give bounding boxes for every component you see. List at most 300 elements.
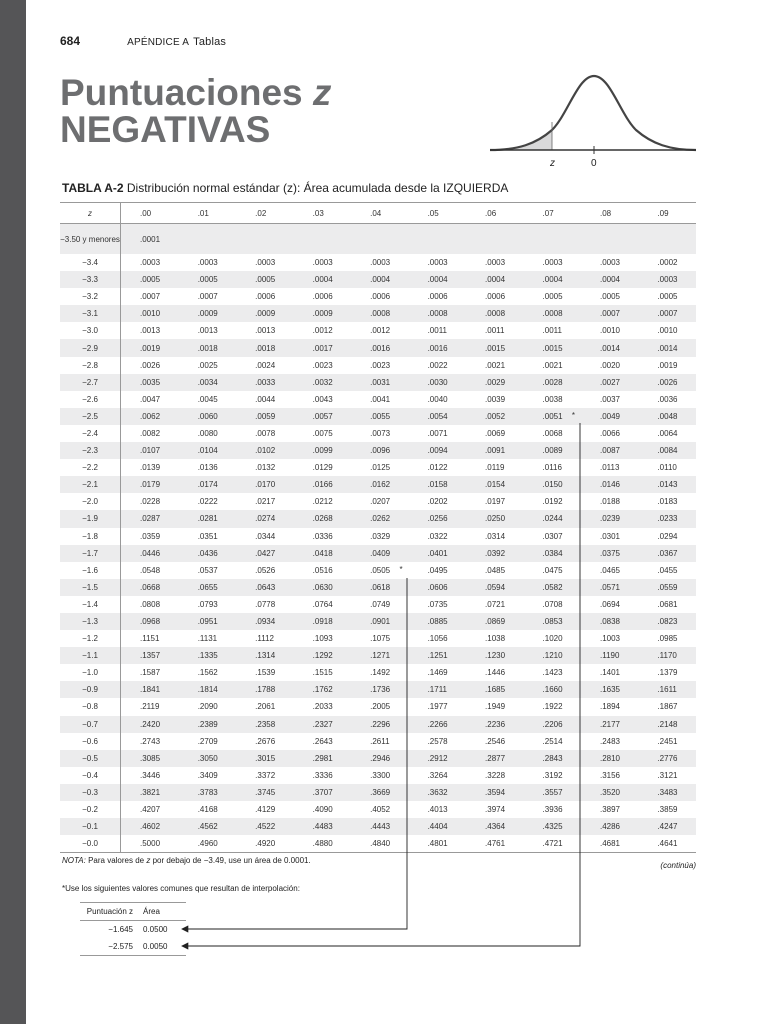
value-text: .0009: [197, 309, 218, 319]
value-cell: [294, 613, 351, 630]
value-cell: [524, 562, 581, 579]
table-row: [60, 442, 696, 459]
value-text: .0089: [542, 446, 563, 456]
value-cell: [179, 254, 236, 271]
value-text: .0778: [255, 599, 276, 609]
page-title: [60, 74, 331, 148]
value-text: .0287: [140, 514, 161, 524]
z-cell: −2.1: [60, 476, 121, 493]
value-text: .0047: [140, 394, 161, 404]
value-cell: [121, 528, 179, 545]
value-cell: [294, 545, 351, 562]
value-cell: [581, 801, 638, 818]
value-cell: [581, 562, 638, 579]
value-cell: [581, 374, 638, 391]
value-cell: [351, 374, 408, 391]
value-cell: [294, 767, 351, 784]
value-text: .0606: [427, 582, 448, 592]
value-text: .0129: [312, 463, 333, 473]
value-cell: [466, 767, 523, 784]
value-cell: [638, 288, 696, 305]
value-cell: [236, 630, 293, 647]
value-cell: [638, 716, 696, 733]
value-cell: [638, 339, 696, 356]
value-text: .0007: [599, 309, 621, 319]
value-text: .0009: [312, 309, 333, 319]
value-cell: [524, 750, 581, 767]
column-header: .06: [466, 203, 523, 224]
table-row: [60, 254, 696, 271]
value-text: .1379: [657, 668, 678, 678]
value-text: .0281: [197, 514, 218, 524]
value-text: .0104: [197, 446, 218, 456]
value-cell: [581, 339, 638, 356]
value-cell: [524, 664, 581, 681]
value-text: .0007: [197, 292, 218, 302]
value-cell: [409, 305, 466, 322]
value-text: .0066: [599, 428, 621, 438]
table-row: [60, 476, 696, 493]
value-cell: [638, 459, 696, 476]
value-text: .0005: [255, 275, 276, 285]
z-cell: −1.2: [60, 630, 121, 647]
value-text: .4522: [255, 822, 276, 832]
value-text: .1736: [370, 685, 391, 695]
value-text: .2611: [370, 736, 390, 746]
value-text: .0009: [255, 309, 276, 319]
value-cell: [121, 801, 179, 818]
value-text: .3594: [485, 787, 506, 797]
value-cell: [638, 562, 696, 579]
book-spine-edge: [0, 0, 26, 1024]
value-cell: [121, 305, 179, 322]
value-text: .0094: [427, 446, 448, 456]
z-cell: −1.5: [60, 579, 121, 596]
value-cell: [294, 579, 351, 596]
value-cell: [351, 784, 408, 801]
value-text: .0336: [312, 531, 333, 541]
value-text: .1056: [427, 634, 448, 644]
value-cell: [179, 698, 236, 715]
value-text: .0901: [370, 617, 391, 627]
value-text: .0003: [485, 258, 506, 268]
value-text: .4801: [427, 839, 448, 849]
value-cell: [581, 716, 638, 733]
value-cell: [179, 305, 236, 322]
value-cell: [409, 391, 466, 408]
value-text: .4840: [370, 839, 391, 849]
table-row: [60, 357, 696, 374]
value-text: .3974: [485, 805, 506, 815]
value-text: .0526: [255, 565, 276, 575]
value-text: .2296: [370, 719, 391, 729]
value-cell: [638, 493, 696, 510]
normal-curve-figure: [488, 64, 698, 174]
table-row: [60, 374, 696, 391]
value-cell: [409, 288, 466, 305]
value-text: .3520: [599, 787, 621, 797]
value-text: .0011: [542, 326, 562, 336]
value-cell: [236, 271, 293, 288]
value-text: .0045: [197, 394, 218, 404]
value-cell: [638, 510, 696, 527]
value-text: .0043: [312, 394, 333, 404]
value-text: .3372: [255, 770, 276, 780]
value-text: .0008: [542, 309, 563, 319]
value-cell: [179, 801, 236, 818]
value-cell: [466, 442, 523, 459]
value-cell: [638, 528, 696, 545]
value-cell: [294, 322, 351, 339]
value-text: .0011: [427, 326, 448, 336]
value-text: .0465: [599, 565, 621, 575]
title-line-1: [60, 74, 331, 111]
value-text: .0021: [485, 360, 506, 370]
value-text: .0307: [542, 531, 563, 541]
value-text: .0256: [427, 514, 448, 524]
table-row: [60, 510, 696, 527]
value-cell: [236, 664, 293, 681]
interpolation-table: [80, 902, 186, 956]
value-text: .0179: [140, 480, 161, 490]
value-text: .4207: [140, 805, 161, 815]
note-label: NOTA:: [62, 856, 86, 865]
value-cell: [524, 716, 581, 733]
value-text: .0918: [312, 617, 333, 627]
value-text: .0013: [140, 326, 161, 336]
column-header: .08: [581, 203, 638, 224]
value-cell: [121, 271, 179, 288]
value-text: .0012: [312, 326, 333, 336]
value-text: .3897: [599, 805, 621, 815]
table-row: [60, 305, 696, 322]
value-cell: [581, 528, 638, 545]
interpolation-footnote: *Use los siguientes valores comunes que resultan de interpolación:: [62, 884, 300, 893]
value-cell: [351, 408, 408, 425]
interp-header-row: [80, 903, 186, 921]
value-cell: [351, 254, 408, 271]
value-text: .0019: [657, 360, 678, 370]
value-cell: [409, 545, 466, 562]
value-text: .0041: [370, 394, 391, 404]
value-cell: [524, 305, 581, 322]
value-cell: [236, 698, 293, 715]
value-text: .1711: [427, 685, 448, 695]
value-text: .4721: [542, 839, 563, 849]
value-cell: [581, 271, 638, 288]
table-row: [60, 339, 696, 356]
value-cell: [524, 459, 581, 476]
value-text: .0027: [599, 377, 621, 387]
table-row: [60, 733, 696, 750]
table-row: [60, 835, 696, 853]
value-cell: [294, 801, 351, 818]
value-text: .0392: [485, 548, 506, 558]
value-cell: [294, 493, 351, 510]
value-cell: [524, 425, 581, 442]
value-cell: [351, 664, 408, 681]
value-cell: [179, 339, 236, 356]
value-text: .0004: [485, 275, 506, 285]
value-text: .4013: [427, 805, 448, 815]
value-cell: [121, 510, 179, 527]
value-cell: [524, 818, 581, 835]
value-text: .2119: [140, 702, 160, 712]
value-text: .0006: [485, 292, 506, 302]
table-row: [60, 459, 696, 476]
value-text: .2776: [657, 753, 678, 763]
value-text: .0034: [197, 377, 218, 387]
value-cell: [466, 254, 523, 271]
value-text: .0143: [657, 480, 678, 490]
z-cell: −0.4: [60, 767, 121, 784]
value-cell: [466, 493, 523, 510]
value-text: .0250: [485, 514, 506, 524]
value-cell: [179, 408, 236, 425]
value-text: .0244: [542, 514, 563, 524]
title-line-2: NEGATIVAS: [60, 109, 271, 150]
value-text: .2981: [312, 753, 333, 763]
z-cell: −0.5: [60, 750, 121, 767]
value-cell: [121, 835, 179, 853]
value-cell: [524, 254, 581, 271]
value-cell: [294, 562, 351, 579]
value-cell: [121, 818, 179, 835]
value-cell: [466, 339, 523, 356]
value-cell: [409, 339, 466, 356]
value-text: .3409: [197, 770, 218, 780]
value-text: .0060: [197, 411, 218, 421]
z-cell: −1.9: [60, 510, 121, 527]
value-cell: [351, 528, 408, 545]
value-text: .0548: [140, 565, 161, 575]
appendix-label: [127, 37, 226, 48]
value-cell: [236, 716, 293, 733]
value-cell: [121, 339, 179, 356]
value-cell: [351, 801, 408, 818]
interp-z: −2.575: [80, 938, 138, 956]
value-text: .0011: [485, 326, 505, 336]
value-cell: [638, 647, 696, 664]
value-cell: [351, 545, 408, 562]
value-text: .0537: [197, 565, 218, 575]
value-cell: [638, 801, 696, 818]
value-text: .0262: [370, 514, 391, 524]
value-text: .0294: [657, 531, 678, 541]
value-text: .1762: [312, 685, 333, 695]
value-cell: [466, 562, 523, 579]
value-cell: [638, 835, 696, 853]
value-text: .0028: [542, 377, 563, 387]
value-cell: [236, 339, 293, 356]
z-cell: −2.2: [60, 459, 121, 476]
z-cell: −2.8: [60, 357, 121, 374]
value-cell: [351, 750, 408, 767]
z-cell: −1.6: [60, 562, 121, 579]
value-cell: [351, 391, 408, 408]
value-text: .0207: [370, 497, 391, 507]
value-text: .3936: [542, 805, 563, 815]
value-cell: [121, 374, 179, 391]
z-cell: −1.8: [60, 528, 121, 545]
value-text: .3821: [140, 787, 161, 797]
value-cell: [638, 305, 696, 322]
value-cell: [179, 664, 236, 681]
value-text: .0075: [312, 428, 333, 438]
z-cell: −2.0: [60, 493, 121, 510]
value-text: .2358: [255, 719, 276, 729]
value-text: .2266: [427, 719, 448, 729]
value-text: .0166: [312, 480, 333, 490]
value-text: .0721: [485, 599, 506, 609]
value-text: .1112: [255, 634, 275, 644]
value-cell: [409, 562, 466, 579]
value-cell: [294, 408, 351, 425]
value-cell: [581, 835, 638, 853]
value-cell: [466, 818, 523, 835]
value-cell: [466, 698, 523, 715]
value-text: .0069: [485, 428, 506, 438]
value-cell: [121, 664, 179, 681]
value-cell: [294, 528, 351, 545]
value-text: .3483: [657, 787, 678, 797]
value-text: .0017: [312, 343, 333, 353]
table-row: [60, 784, 696, 801]
value-cell: [466, 476, 523, 493]
value-text: .5000: [140, 839, 161, 849]
value-cell: [294, 630, 351, 647]
value-text: .1093: [312, 634, 333, 644]
value-text: .0073: [370, 428, 391, 438]
value-cell: [236, 801, 293, 818]
bell-curve: [490, 76, 696, 150]
value-text: .3192: [542, 770, 563, 780]
note-z: z: [146, 856, 151, 865]
value-cell: [351, 562, 408, 579]
value-cell: [524, 271, 581, 288]
value-text: .0003: [140, 258, 161, 268]
value-text: .2946: [370, 753, 391, 763]
value-text: .0064: [657, 428, 678, 438]
value-cell: [351, 357, 408, 374]
value-text: .0582: [542, 582, 563, 592]
value-cell: [409, 750, 466, 767]
table-row: [60, 528, 696, 545]
value-cell: [179, 528, 236, 545]
value-cell: [294, 288, 351, 305]
table-row: [60, 681, 696, 698]
value-cell: [351, 733, 408, 750]
value-cell: [236, 528, 293, 545]
value-text: .0008: [485, 309, 506, 319]
interpolation-star: *: [399, 564, 403, 574]
value-text: .1660: [542, 685, 563, 695]
value-cell: [409, 630, 466, 647]
value-cell: [294, 357, 351, 374]
value-cell: [121, 425, 179, 442]
z-cell: −2.3: [60, 442, 121, 459]
table-row: [60, 408, 696, 425]
empty-cell: [179, 224, 236, 255]
value-cell: [466, 510, 523, 527]
value-cell: [409, 716, 466, 733]
value-text: .0007: [657, 309, 678, 319]
value-text: .0091: [485, 446, 506, 456]
value-text: .1038: [485, 634, 506, 644]
value-cell: [294, 425, 351, 442]
value-text: .0154: [485, 480, 506, 490]
value-text: .0217: [255, 497, 276, 507]
value-cell: [581, 767, 638, 784]
value-cell: [524, 698, 581, 715]
value-text: .0014: [657, 343, 678, 353]
value-cell: [409, 698, 466, 715]
value-cell: [524, 476, 581, 493]
value-text: .0023: [312, 360, 333, 370]
value-text: .2843: [542, 753, 563, 763]
value-cell: [524, 733, 581, 750]
value-cell: [351, 305, 408, 322]
value-text: .1894: [599, 702, 621, 712]
table-row: [60, 716, 696, 733]
value-cell: [294, 716, 351, 733]
value-cell: [351, 767, 408, 784]
table-body: [60, 224, 696, 853]
table-row: [60, 630, 696, 647]
value-text: .3632: [427, 787, 448, 797]
section-name: Tablas: [193, 36, 227, 48]
value-text: .0059: [255, 411, 276, 421]
value-cell: [466, 545, 523, 562]
value-text: .0032: [312, 377, 333, 387]
value-cell: [581, 596, 638, 613]
value-cell: [409, 767, 466, 784]
value-text: .0082: [140, 428, 161, 438]
value-cell: [351, 493, 408, 510]
value-text: .0418: [312, 548, 333, 558]
value-cell: [179, 374, 236, 391]
value-cell: [466, 716, 523, 733]
value-text: .0367: [657, 548, 678, 558]
value-text: .2389: [197, 719, 218, 729]
empty-cell: [638, 224, 696, 255]
value-cell: [179, 510, 236, 527]
table-caption: [62, 181, 508, 195]
value-cell: [236, 545, 293, 562]
value-text: .0013: [255, 326, 276, 336]
value-cell: [409, 613, 466, 630]
value-cell: [351, 716, 408, 733]
value-text: .0004: [427, 275, 448, 285]
z-cell: −2.6: [60, 391, 121, 408]
value-cell: [351, 613, 408, 630]
value-text: .0618: [370, 582, 391, 592]
table-row: [60, 596, 696, 613]
value-text: .3669: [370, 787, 391, 797]
value-cell: [294, 374, 351, 391]
value-text: .0015: [542, 343, 563, 353]
z-cell: −1.3: [60, 613, 121, 630]
value-cell: [121, 698, 179, 715]
value-cell: [121, 545, 179, 562]
column-header: .03: [294, 203, 351, 224]
value-text: .3264: [427, 770, 448, 780]
value-text: .0951: [197, 617, 218, 627]
table-row: [60, 562, 696, 579]
value-text: .0003: [312, 258, 333, 268]
z-cell: −1.1: [60, 647, 121, 664]
value-text: .0655: [197, 582, 218, 592]
